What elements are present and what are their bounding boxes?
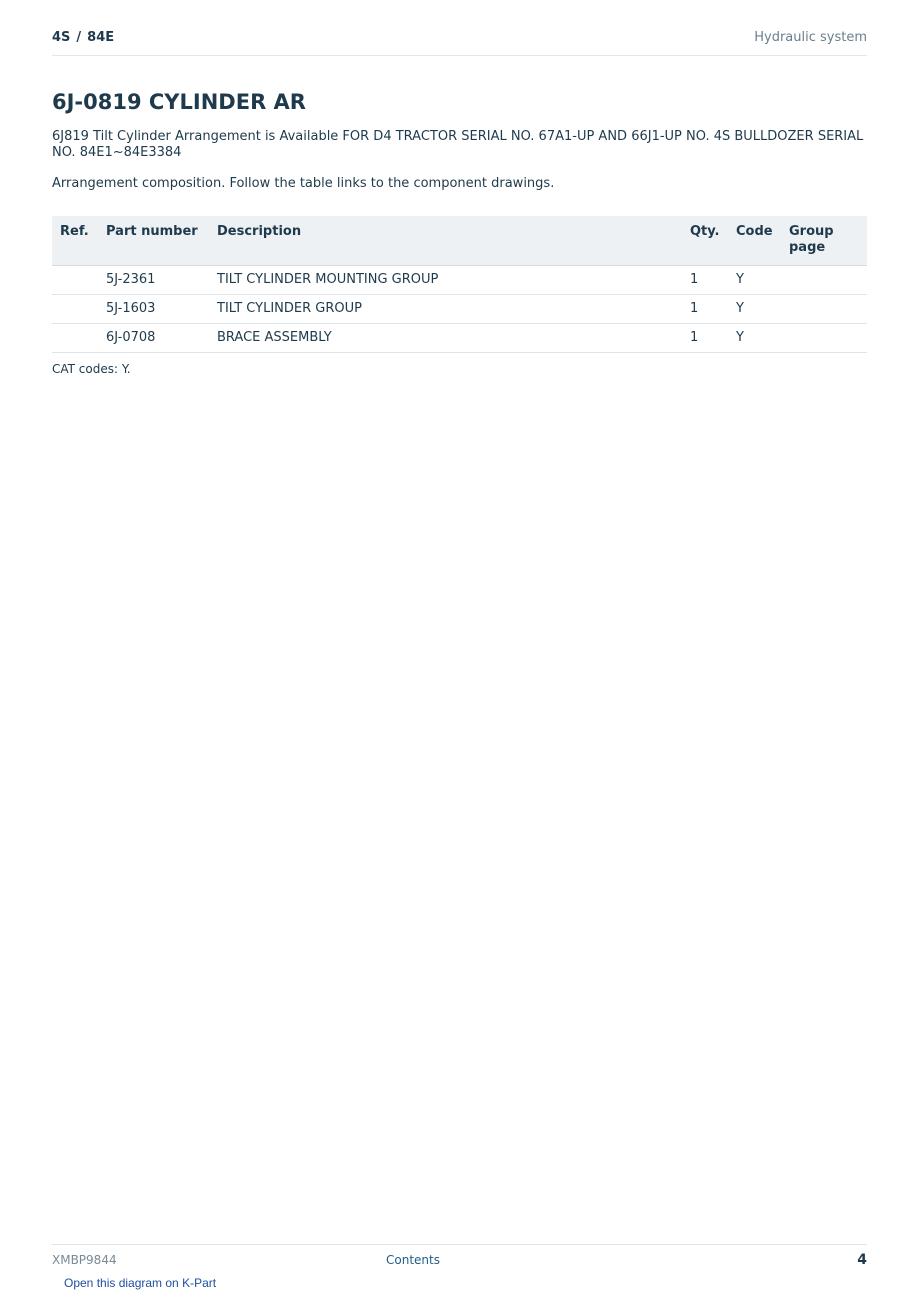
column-header-part-number: Part number — [98, 216, 209, 266]
breadcrumb-separator: / — [76, 30, 82, 45]
cell-group-page — [781, 324, 867, 353]
page-title: 6J-0819 CYLINDER AR — [52, 90, 306, 114]
table-row[interactable] — [52, 295, 867, 324]
cell-description: TILT CYLINDER GROUP — [209, 295, 682, 324]
intro-text: Arrangement composition. Follow the table links to the component drawings. — [52, 176, 555, 191]
cell-description: TILT CYLINDER MOUNTING GROUP — [209, 266, 682, 295]
cell-description: BRACE ASSEMBLY — [209, 324, 682, 353]
page-number: 4 — [857, 1252, 867, 1268]
cell-code: Y — [728, 266, 781, 295]
cell-qty: 1 — [682, 266, 728, 295]
section-name: Hydraulic system — [754, 30, 867, 45]
parts-table — [52, 216, 867, 353]
column-header-qty: Qty. — [682, 216, 728, 266]
column-header-group-page: Group page — [781, 216, 867, 266]
cell-qty: 1 — [682, 295, 728, 324]
page-header — [52, 30, 867, 45]
table-row[interactable] — [52, 266, 867, 295]
cell-code: Y — [728, 295, 781, 324]
cell-ref — [52, 266, 98, 295]
cell-ref — [52, 324, 98, 353]
open-kpart-link[interactable]: Open this diagram on K-Part — [64, 1276, 217, 1290]
cat-codes-note: CAT codes: Y. — [52, 362, 131, 376]
header-divider — [52, 55, 867, 56]
cell-group-page — [781, 266, 867, 295]
cell-code: Y — [728, 324, 781, 353]
column-header-ref: Ref. — [52, 216, 98, 266]
cell-group-page — [781, 295, 867, 324]
document-id: XMBP9844 — [52, 1253, 117, 1267]
footer-divider — [52, 1244, 867, 1245]
table-header-row — [52, 216, 867, 266]
arrangement-description: 6J819 Tilt Cylinder Arrangement is Available FOR D4 TRACTOR SERIAL NO. 67A1-UP AND 66J1-UP NO. 4S BULLDOZER SERIAL NO. 84E1~84E3384 — [52, 129, 864, 160]
breadcrumb — [52, 30, 114, 45]
table-row[interactable] — [52, 324, 867, 353]
cell-part-number[interactable]: 5J-2361 — [98, 266, 209, 295]
breadcrumb-model: 4S — [52, 30, 71, 45]
contents-link[interactable]: Contents — [386, 1253, 440, 1267]
cell-qty: 1 — [682, 324, 728, 353]
cell-part-number[interactable]: 5J-1603 — [98, 295, 209, 324]
cell-part-number[interactable]: 6J-0708 — [98, 324, 209, 353]
breadcrumb-serial-prefix: 84E — [87, 30, 115, 45]
cell-ref — [52, 295, 98, 324]
column-header-description: Description — [209, 216, 682, 266]
column-header-code: Code — [728, 216, 781, 266]
